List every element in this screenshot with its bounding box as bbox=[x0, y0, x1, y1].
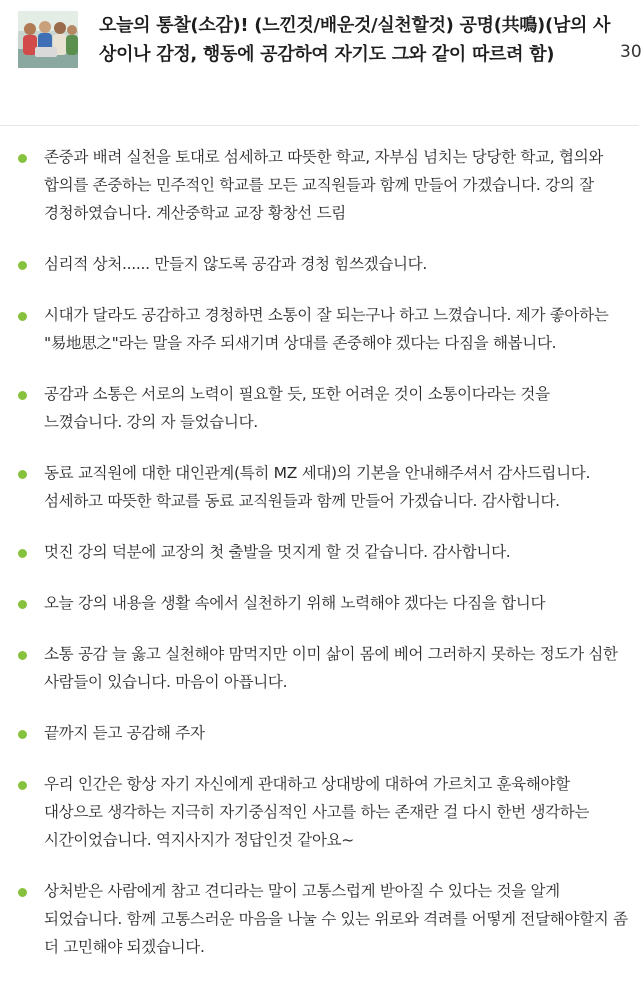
bullet-icon bbox=[18, 261, 27, 270]
comment-item bbox=[0, 459, 639, 515]
bullet-icon bbox=[18, 312, 27, 321]
comment-text: 소통 공감 늘 옳고 실천해야 맘먹지만 이미 삶이 몸에 베어 그러하지 못하는 정도가 심한 사람들이 있습니다. 마음이 아픕니다. bbox=[44, 645, 618, 691]
comment-text: 끝까지 듣고 공감해 주자 bbox=[44, 724, 205, 742]
comment-text: 멋진 강의 덕분에 교장의 첫 출발을 멋지게 할 것 같습니다. 감사합니다. bbox=[44, 543, 511, 561]
comment-count: 30 bbox=[620, 42, 642, 62]
board-header bbox=[0, 0, 642, 126]
bullet-icon bbox=[18, 549, 27, 558]
comment-item bbox=[0, 589, 639, 617]
comment-text: 상처받은 사람에게 참고 견디라는 말이 고통스럽게 받아질 수 있다는 것을 알게 되었습니다. 함께 고통스러운 마음을 나눌 수 있는 위로와 격려를 어떻게 전달해야할지 좀 더 고민해야 되겠습니다. bbox=[44, 882, 628, 956]
comment-item bbox=[0, 640, 639, 696]
comment-text: 동료 교직원에 대한 대인관계(특히 MZ 세대)의 기본을 안내해주셔서 감사드립니다. 섬세하고 따뜻한 학교를 동료 교직원들과 함께 만들어 가겠습니다. 감사합니다. bbox=[44, 464, 591, 510]
bullet-icon bbox=[18, 470, 27, 479]
comment-text: 우리 인간은 항상 자기 자신에게 관대하고 상대방에 대하여 가르치고 훈육해야할 대상으로 생각하는 지극히 자기중심적인 사고를 하는 존재란 걸 다시 한번 생각하는 시간이었습니다. 역지사지가 정답인것 같아요~ bbox=[44, 775, 590, 849]
comment-item bbox=[0, 877, 639, 961]
comment-item bbox=[0, 143, 639, 227]
comment-text: 심리적 상처...... 만들지 않도록 공감과 경청 힘쓰겠습니다. bbox=[44, 255, 427, 273]
bullet-icon bbox=[18, 600, 27, 609]
comment-text: 시대가 달라도 공감하고 경청하면 소통이 잘 되는구나 하고 느꼈습니다. 제가 좋아하는 "易地思之"라는 말을 자주 되새기며 상대를 존중해야 겠다는 다짐을 해봅니다. bbox=[44, 306, 609, 352]
comment-item bbox=[0, 719, 639, 747]
comment-item bbox=[0, 250, 639, 278]
group-photo-image bbox=[18, 11, 78, 68]
bullet-icon bbox=[18, 651, 27, 660]
bullet-icon bbox=[18, 888, 27, 897]
comment-item bbox=[0, 770, 639, 854]
bullet-icon bbox=[18, 154, 27, 163]
comment-text: 공감과 소통은 서로의 노력이 필요할 듯, 또한 어려운 것이 소통이다라는 것을 느꼈습니다. 강의 자 들었습니다. bbox=[44, 385, 550, 431]
page-title: 오늘의 통찰(소감)! (느낀것/배운것/실천할것) 공명(共鳴)(남의 사상이나 감정, 행동에 공감하여 자기도 그와 같이 따르려 함) bbox=[99, 15, 611, 65]
comment-item bbox=[0, 538, 639, 566]
group-photo-thumbnail-icon[interactable] bbox=[18, 11, 78, 68]
bullet-icon bbox=[18, 781, 27, 790]
comment-item bbox=[0, 301, 639, 357]
bullet-icon bbox=[18, 730, 27, 739]
comment-text: 오늘 강의 내용을 생활 속에서 실천하기 위해 노력해야 겠다는 다짐을 합니다 bbox=[44, 594, 546, 612]
comment-item bbox=[0, 380, 639, 436]
bullet-icon bbox=[18, 391, 27, 400]
comment-list bbox=[0, 143, 639, 984]
comment-text: 존중과 배려 실천을 토대로 섬세하고 따뜻한 학교, 자부심 넘치는 당당한 학교, 협의와 합의를 존중하는 민주적인 학교를 모든 교직원들과 함께 만들어 가겠습니다. 강의 잘 경청하였습니다. 계산중학교 교장 황창선 드림 bbox=[44, 148, 604, 222]
